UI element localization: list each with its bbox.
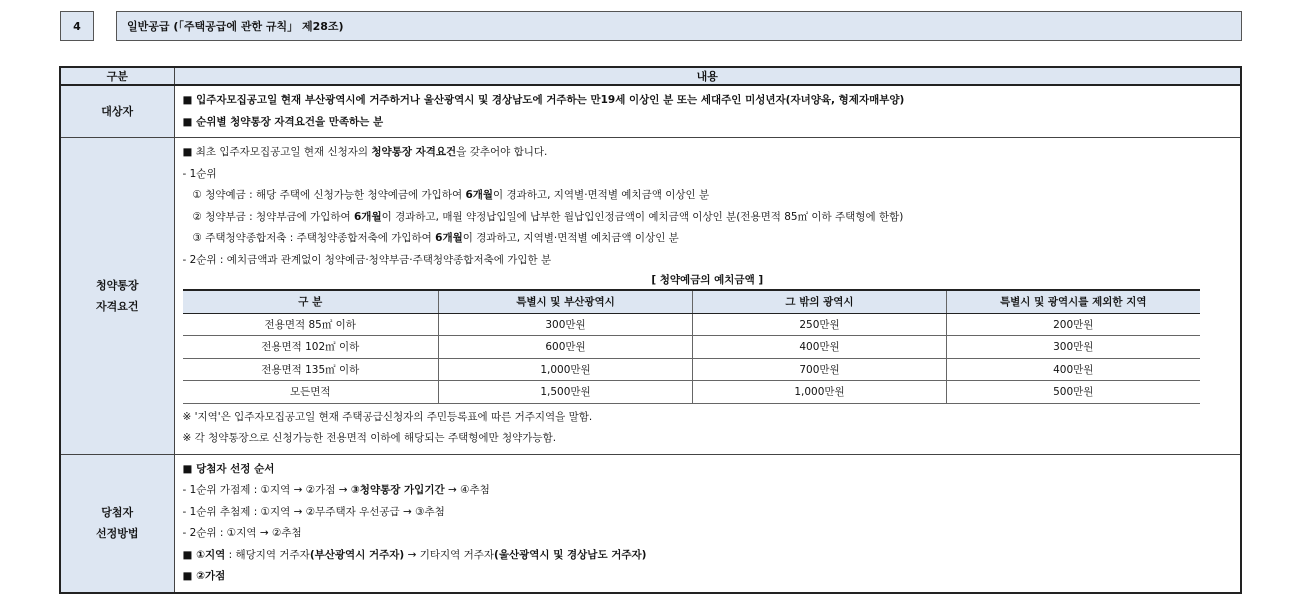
rank2-line: - 2순위 : 예치금액과 관계없이 청약예금·청약부금·주택청약종합저축에 가입한 분: [182, 253, 552, 266]
deposit-cell: 전용면적 135㎡ 이하: [183, 358, 439, 381]
table-row: [183, 313, 1200, 336]
row-target-label: 대상자: [60, 85, 174, 138]
table-header-row: [60, 67, 1241, 85]
general-supply-table: [59, 66, 1242, 594]
selection-line-4: ■ ①지역 : 해당지역 거주자(부산광역시 거주자) → 기타지역 거주자(울산광역시 및 경상남도 거주자): [182, 548, 647, 561]
deposit-cell: 1,000만원: [439, 358, 693, 381]
table-row: [183, 358, 1200, 381]
selection-line-3: - 2순위 : ①지역 → ②추첨: [182, 527, 302, 539]
deposit-cell: 250만원: [693, 313, 947, 336]
deposit-cell: 700만원: [693, 358, 947, 381]
row-qualification-content: [174, 138, 1241, 455]
row-selection-content: [174, 454, 1241, 593]
deposit-cell: 전용면적 85㎡ 이하: [183, 313, 439, 336]
deposit-header: 구 분: [183, 290, 439, 313]
target-line-1: ■ 입주자모집공고일 현재 부산광역시에 거주하거나 울산광역시 및 경상남도에 거주하는 만19세 이상인 분 또는 세대주인 미성년자(자녀양육, 형제자매부양): [182, 94, 905, 106]
deposit-cell: 400만원: [947, 358, 1200, 381]
rank1-item-1: ① 청약예금 : 해당 주택에 신청가능한 청약예금에 가입하여 6개월이 경과하고, 지역별·면적별 예치금액 이상인 분: [192, 189, 710, 201]
col-label-header: 구분: [60, 67, 174, 85]
row-target-content: [174, 85, 1241, 138]
deposit-cell: 1,000만원: [693, 381, 947, 404]
deposit-header: 그 밖의 광역시: [693, 290, 947, 313]
deposit-cell: 모든면적: [183, 381, 439, 404]
deposit-cell: 200만원: [947, 313, 1200, 336]
deposit-cell: 600만원: [439, 336, 693, 359]
note-2: ※ 각 청약통장으로 신청가능한 전용면적 이하에 해당되는 주택형에만 청약가능함.: [182, 432, 557, 444]
deposit-header: 특별시 및 광역시를 제외한 지역: [947, 290, 1200, 313]
selection-line-1: - 1순위 가점제 : ①지역 → ②가점 → ③청약통장 가입기간 → ④추첨: [182, 484, 490, 496]
row-target: [60, 85, 1241, 138]
target-line-2: ■ 순위별 청약통장 자격요건을 만족하는 분: [182, 115, 384, 128]
deposit-cell: 300만원: [947, 336, 1200, 359]
selection-line-2: - 1순위 추첨제 : ①지역 → ②무주택자 우선공급 → ③추첨: [182, 505, 445, 518]
row-qualification-label: [60, 138, 174, 455]
table-row: [183, 381, 1200, 404]
rank1-item-2: ② 청약부금 : 청약부금에 가입하여 6개월이 경과하고, 매월 약정납입일에 납부한 월납입인정금액이 예치금액 이상인 분(전용면적 85㎡ 이하 주택형에 한함): [192, 210, 904, 223]
qualification-label-line1: 청약통장: [95, 278, 139, 292]
notes: [183, 407, 1233, 450]
col-content-header: 내용: [174, 67, 1241, 85]
selection-label-line1: 당첨자: [101, 506, 134, 519]
rank1-item-3: ③ 주택청약종합저축 : 주택청약종합저축에 가입하여 6개월이 경과하고, 지역별·면적별 예치금액 이상인 분: [192, 232, 679, 244]
deposit-cell: 1,500만원: [439, 381, 693, 404]
deposit-cell: 500만원: [947, 381, 1200, 404]
deposit-cell: 전용면적 102㎡ 이하: [183, 336, 439, 359]
section-number: 4: [60, 11, 94, 41]
row-selection: [60, 454, 1241, 593]
selection-title: ■ 당첨자 선정 순서: [182, 462, 275, 475]
qualification-label-line2: 자격요건: [95, 299, 139, 313]
deposit-table: [183, 289, 1200, 404]
selection-label-line2: 선정방법: [95, 527, 139, 540]
rank1-title: - 1순위: [182, 167, 217, 180]
row-selection-label: [60, 454, 174, 593]
deposit-header: 특별시 및 부산광역시: [439, 290, 693, 313]
table-row: [183, 336, 1200, 359]
note-1: ※ '지역'은 입주자모집공고일 현재 주택공급신청자의 주민등록표에 따른 거주지역을 말함.: [182, 410, 593, 423]
deposit-cell: 300만원: [439, 313, 693, 336]
deposit-cell: 400만원: [693, 336, 947, 359]
selection-line-5: ■ ②가점: [182, 570, 226, 582]
row-qualification: [60, 138, 1241, 455]
qualification-intro: ■ 최초 입주자모집공고일 현재 신청자의 청약통장 자격요건을 갖추어야 합니다.: [182, 146, 548, 158]
deposit-header-row: [183, 290, 1200, 313]
section-title: 일반공급 (「주택공급에 관한 규칙」 제28조): [116, 11, 1242, 41]
deposit-table-caption: [ 청약예금의 예치금액 ]: [651, 274, 764, 286]
